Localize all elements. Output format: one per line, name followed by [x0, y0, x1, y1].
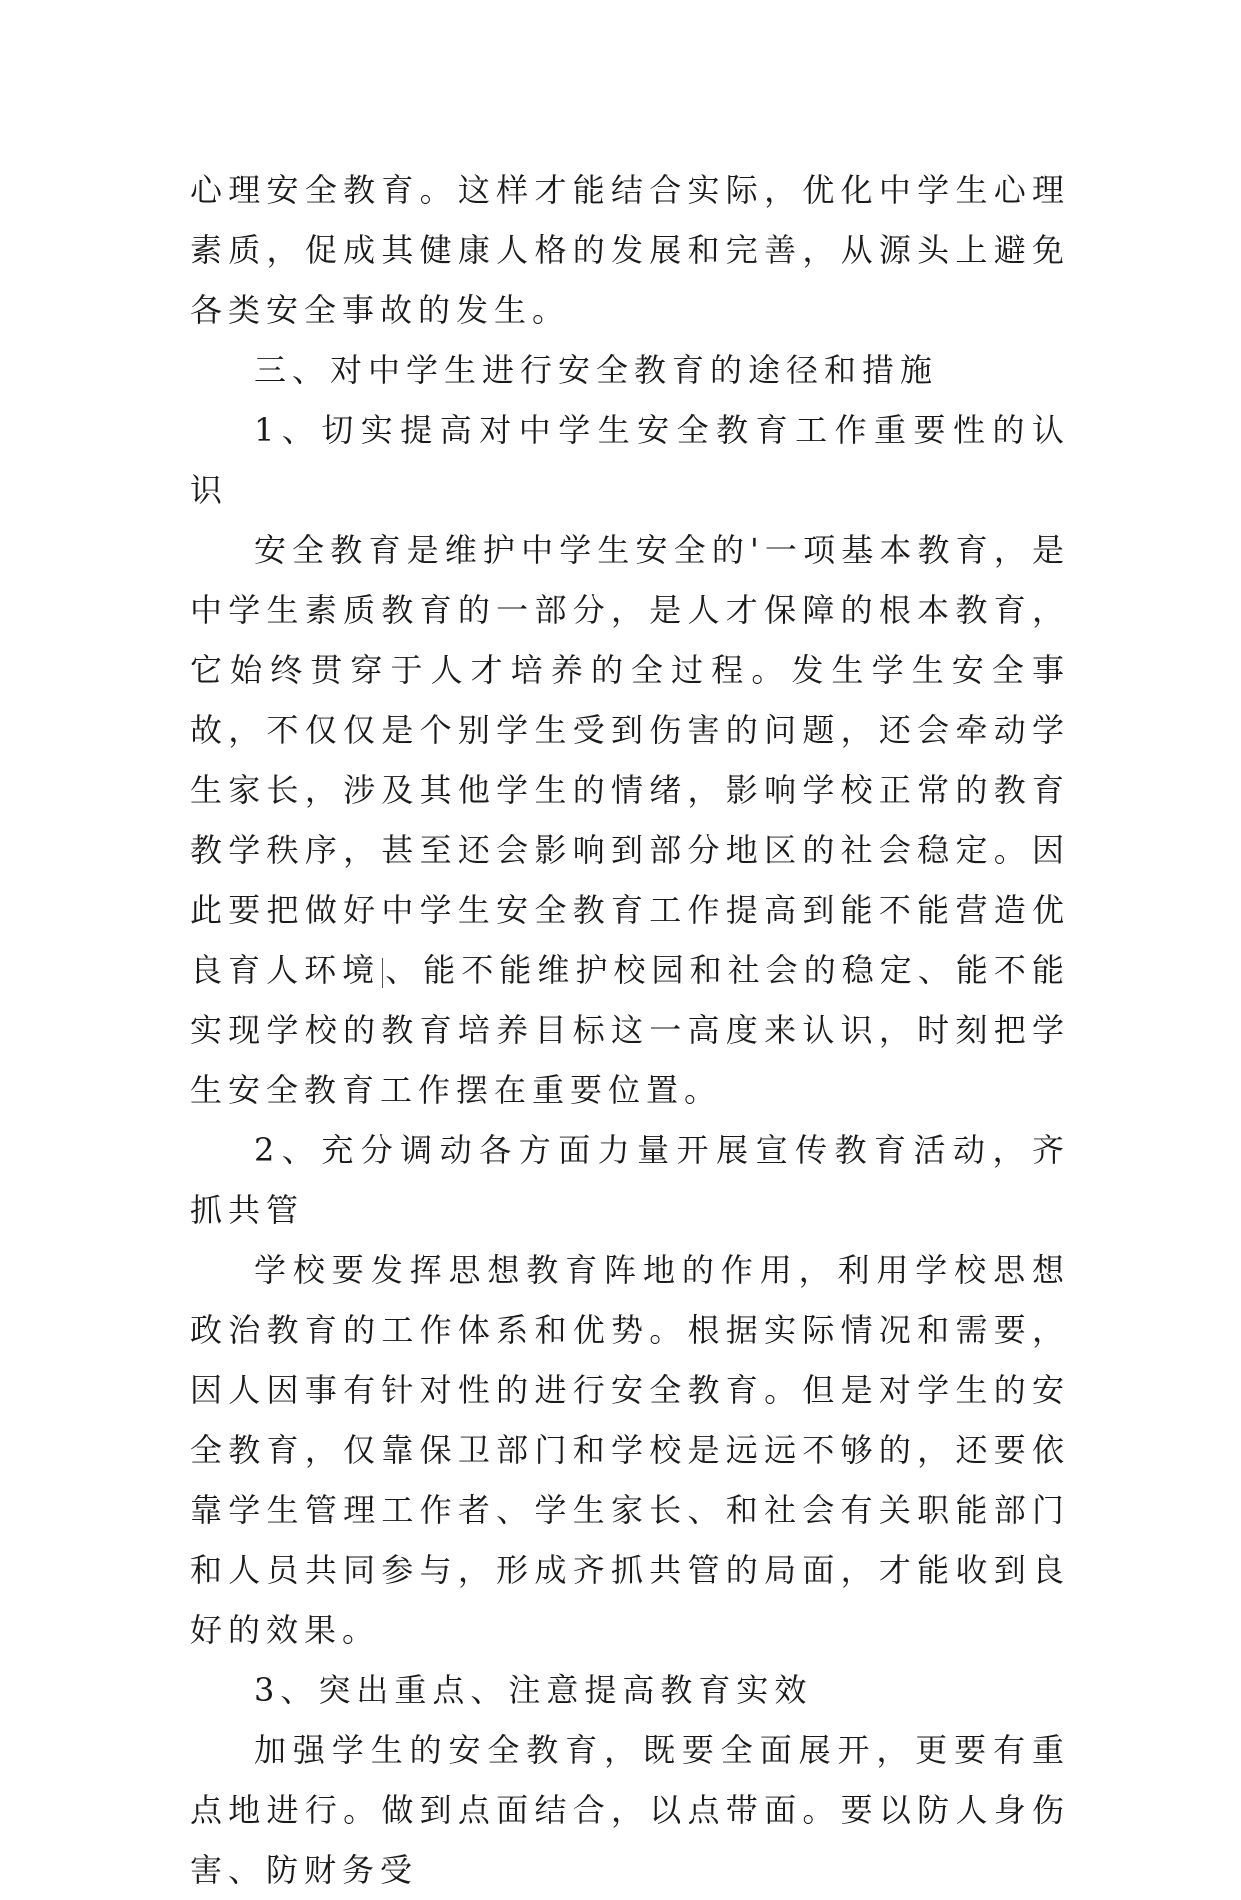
paragraph-continuation: 心理安全教育。这样才能结合实际，优化中学生心理素质，促成其健康人格的发展和完善，从源头上避免各类安全事故的发生。: [190, 171, 1070, 329]
section-heading-3: 三、对中学生进行安全教育的途径和措施: [254, 351, 939, 389]
document-body: [190, 160, 1070, 1900]
paragraph-focus: 加强学生的安全教育，既要全面展开，更要有重点地进行。做到点面结合，以点带面。要以防人身伤害、防财务受: [190, 1731, 1070, 1889]
subheading-1: 1、切实提高对中学生安全教育工作重要性的认识: [190, 411, 1070, 509]
text-cursor-mark: [382, 958, 383, 988]
subheading-2: 2、充分调动各方面力量开展宣传教育活动，齐抓共管: [190, 1131, 1070, 1229]
paragraph-importance-part2: 、能不能维护校园和社会的稳定、能不能实现学校的教育培养目标这一高度来认识，时刻把学生安全教育工作摆在重要位置。: [190, 951, 1070, 1109]
subheading-3: 3、突出重点、注意提高教育实效: [254, 1671, 813, 1709]
paragraph-importance: [190, 520, 1070, 1120]
paragraph-importance-part1: 安全教育是维护中学生安全的'一项基本教育，是中学生素质教育的一部分，是人才保障的根本教育，它始终贯穿于人才培养的全过程。发生学生安全事故，不仅仅是个别学生受到伤害的问题，还会牵动学生家长，涉及其他学生的情绪，影响学校正常的教育教学秩序，甚至还会影响到部分地区的社会稳定。因此要把做好中学生安全教育工作提高到能不能营造优良育人环境: [190, 531, 1070, 989]
paragraph-publicity: 学校要发挥思想教育阵地的作用，利用学校思想政治教育的工作体系和优势。根据实际情况和需要，因人因事有针对性的进行安全教育。但是对学生的安全教育，仅靠保卫部门和学校是远远不够的，还要依靠学生管理工作者、学生家长、和社会有关职能部门和人员共同参与，形成齐抓共管的局面，才能收到良好的效果。: [190, 1251, 1070, 1649]
